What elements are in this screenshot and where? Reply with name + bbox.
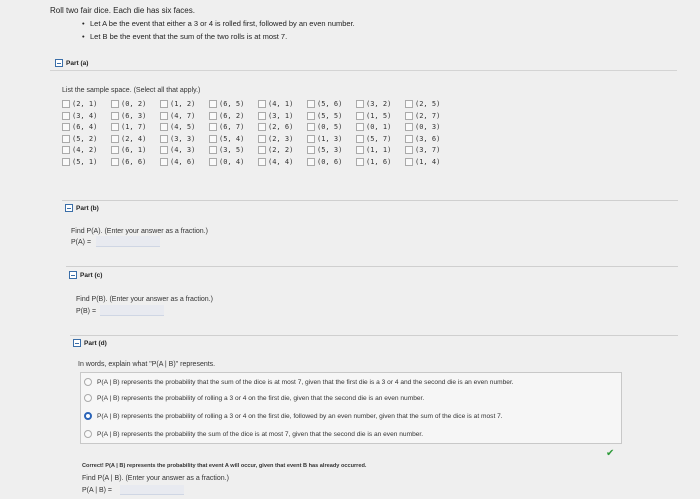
option-1[interactable] bbox=[84, 378, 514, 386]
sample-option-label: (4, 7) bbox=[170, 111, 196, 120]
sample-option-label: (5, 1) bbox=[72, 157, 98, 166]
feedback-text: Correct! P(A | B) represents the probability that event A will occur, given that event B has already occurred. bbox=[82, 463, 367, 469]
checkbox-icon[interactable] bbox=[62, 158, 70, 166]
checkbox-icon[interactable] bbox=[160, 112, 168, 120]
sample-option-label: (2, 5) bbox=[415, 100, 441, 108]
sample-option[interactable] bbox=[307, 122, 356, 132]
sample-option-label: (4, 2) bbox=[72, 146, 98, 154]
sample-option-label: (6, 2) bbox=[219, 111, 245, 120]
sample-option[interactable] bbox=[405, 99, 454, 109]
event-b-definition: • Let B be the event that the sum of the two rolls is at most 7. bbox=[90, 32, 355, 41]
sample-option-label: (5, 6) bbox=[317, 100, 343, 108]
event-definitions bbox=[50, 19, 355, 41]
sample-option-label: (3, 6) bbox=[415, 134, 441, 143]
checkbox-icon[interactable] bbox=[62, 100, 70, 108]
sample-option-label: (4, 4) bbox=[268, 157, 294, 166]
part-d-label: Part (d) bbox=[84, 339, 107, 347]
checkbox-icon[interactable] bbox=[356, 112, 364, 120]
sample-option[interactable] bbox=[62, 157, 111, 167]
checkbox-icon[interactable] bbox=[62, 112, 70, 120]
sample-option-label: (0, 1) bbox=[366, 123, 392, 131]
checkbox-icon[interactable] bbox=[209, 123, 217, 131]
sample-option-label: (2, 4) bbox=[121, 134, 147, 143]
sample-option[interactable] bbox=[62, 145, 111, 155]
sample-option-label: (5, 5) bbox=[317, 111, 343, 120]
part-c-label: Part (c) bbox=[80, 271, 103, 279]
checkbox-icon[interactable] bbox=[160, 146, 168, 154]
sample-option-label: (2, 1) bbox=[72, 100, 98, 108]
sample-option-label: (0, 5) bbox=[317, 123, 343, 131]
sample-option[interactable] bbox=[258, 111, 307, 121]
checkbox-icon[interactable] bbox=[307, 135, 315, 143]
checkbox-icon[interactable] bbox=[258, 135, 266, 143]
checkbox-icon[interactable] bbox=[307, 123, 315, 131]
collapse-icon[interactable] bbox=[65, 204, 73, 212]
part-b-answer-field[interactable] bbox=[96, 236, 160, 247]
sample-option-label: (6, 3) bbox=[121, 111, 147, 120]
sample-option[interactable] bbox=[62, 122, 111, 132]
checkbox-icon[interactable] bbox=[111, 146, 119, 154]
sample-option-label: (6, 1) bbox=[121, 146, 147, 154]
sample-option-label: (3, 5) bbox=[219, 146, 245, 154]
sample-option[interactable] bbox=[209, 134, 258, 144]
part-d-next-instruction: Find P(A | B). (Enter your answer as a fraction.) bbox=[82, 475, 229, 482]
sample-option[interactable] bbox=[356, 99, 405, 109]
checkbox-icon[interactable] bbox=[62, 135, 70, 143]
checkbox-icon[interactable] bbox=[111, 100, 119, 108]
sample-option-label: (4, 5) bbox=[170, 123, 196, 131]
part-b-label: Part (b) bbox=[76, 204, 99, 212]
checkbox-icon[interactable] bbox=[356, 100, 364, 108]
sample-option[interactable] bbox=[258, 122, 307, 132]
sample-option[interactable] bbox=[258, 134, 307, 144]
checkbox-icon[interactable] bbox=[209, 146, 217, 154]
checkbox-icon[interactable] bbox=[209, 158, 217, 166]
sample-option-label: (3, 1) bbox=[268, 111, 294, 120]
part-d-answer-field[interactable] bbox=[120, 485, 184, 495]
sample-space-grid bbox=[62, 99, 454, 167]
checkbox-icon[interactable] bbox=[160, 135, 168, 143]
sample-option[interactable] bbox=[307, 99, 356, 109]
checkbox-icon[interactable] bbox=[307, 100, 315, 108]
sample-option[interactable] bbox=[62, 99, 111, 109]
sample-option-label: (0, 2) bbox=[121, 100, 147, 108]
checkbox-icon[interactable] bbox=[405, 146, 413, 154]
part-a-instruction: List the sample space. (Select all that apply.) bbox=[62, 87, 201, 94]
sample-option[interactable] bbox=[209, 157, 258, 167]
sample-option[interactable] bbox=[307, 134, 356, 144]
sample-option[interactable] bbox=[356, 145, 405, 155]
option-2[interactable] bbox=[84, 394, 424, 402]
checkbox-icon[interactable] bbox=[160, 100, 168, 108]
sample-option[interactable] bbox=[160, 134, 209, 144]
option-4[interactable] bbox=[84, 430, 423, 438]
sample-option-label: (5, 2) bbox=[72, 134, 98, 143]
sample-option[interactable] bbox=[111, 134, 160, 144]
sample-option[interactable] bbox=[405, 145, 454, 155]
sample-option-label: (3, 7) bbox=[415, 146, 441, 154]
radio-selected-icon[interactable] bbox=[84, 412, 92, 420]
checkbox-icon[interactable] bbox=[405, 123, 413, 131]
checkbox-icon[interactable] bbox=[405, 158, 413, 166]
part-c-header[interactable] bbox=[69, 271, 102, 279]
checkbox-icon[interactable] bbox=[258, 146, 266, 154]
checkbox-icon[interactable] bbox=[209, 135, 217, 143]
sample-option-label: (0, 6) bbox=[317, 157, 343, 166]
sample-option[interactable] bbox=[62, 111, 111, 121]
sample-option[interactable] bbox=[209, 145, 258, 155]
problem-intro bbox=[50, 6, 355, 45]
event-a-definition: • Let A be the event that either a 3 or 4 is rolled first, followed by an even number. bbox=[90, 19, 355, 28]
collapse-icon[interactable] bbox=[69, 271, 77, 279]
part-b-instruction: Find P(A). (Enter your answer as a fraction.) bbox=[71, 228, 208, 235]
sample-option[interactable] bbox=[111, 157, 160, 167]
sample-option-label: (2, 3) bbox=[268, 134, 294, 143]
part-b-answer-label: P(A) = bbox=[71, 239, 92, 246]
sample-option-label: (2, 7) bbox=[415, 111, 441, 120]
sample-option[interactable] bbox=[209, 122, 258, 132]
part-a-header[interactable] bbox=[55, 59, 88, 67]
checkbox-icon[interactable] bbox=[111, 112, 119, 120]
radio-icon[interactable] bbox=[84, 430, 92, 438]
checkbox-icon[interactable] bbox=[160, 158, 168, 166]
checkbox-icon[interactable] bbox=[307, 146, 315, 154]
sample-option[interactable] bbox=[111, 111, 160, 121]
checkbox-icon[interactable] bbox=[62, 146, 70, 154]
sample-option-label: (6, 6) bbox=[121, 157, 147, 166]
sample-option[interactable] bbox=[405, 122, 454, 132]
sample-option-label: (4, 1) bbox=[268, 100, 294, 108]
checkbox-icon[interactable] bbox=[405, 100, 413, 108]
part-d-header[interactable] bbox=[73, 339, 107, 347]
checkbox-icon[interactable] bbox=[258, 100, 266, 108]
checkbox-icon[interactable] bbox=[307, 158, 315, 166]
sample-option[interactable] bbox=[160, 99, 209, 109]
part-d-next-answer-label: P(A | B) = bbox=[82, 487, 113, 494]
sample-option[interactable] bbox=[405, 157, 454, 167]
collapse-icon[interactable] bbox=[55, 59, 63, 67]
checkbox-icon[interactable] bbox=[356, 135, 364, 143]
collapse-icon[interactable] bbox=[73, 339, 81, 347]
part-c-answer-field[interactable] bbox=[100, 305, 164, 316]
sample-option-label: (1, 7) bbox=[121, 123, 147, 131]
option-3-text: P(A | B) represents the probability of rolling a 3 or 4 on the first die, followed by an even number, given that the sum of the dice is at most 7. bbox=[97, 412, 503, 420]
sample-option-label: (6, 4) bbox=[72, 123, 98, 131]
sample-option-label: (4, 6) bbox=[170, 157, 196, 166]
sample-option-label: (1, 6) bbox=[366, 157, 392, 166]
checkbox-icon[interactable] bbox=[258, 112, 266, 120]
sample-option-label: (6, 5) bbox=[219, 100, 245, 108]
checkbox-icon[interactable] bbox=[209, 100, 217, 108]
checkbox-icon[interactable] bbox=[356, 158, 364, 166]
sample-option-label: (2, 2) bbox=[268, 146, 294, 154]
sample-option-label: (5, 3) bbox=[317, 146, 343, 154]
sample-option[interactable] bbox=[160, 145, 209, 155]
checkbox-icon[interactable] bbox=[111, 158, 119, 166]
checkbox-icon[interactable] bbox=[356, 146, 364, 154]
sample-option-label: (0, 4) bbox=[219, 157, 245, 166]
sample-option-label: (1, 4) bbox=[415, 157, 441, 166]
sample-option-label: (6, 7) bbox=[219, 123, 245, 131]
sample-option[interactable] bbox=[62, 134, 111, 144]
sample-option[interactable] bbox=[111, 99, 160, 109]
sample-option[interactable] bbox=[160, 122, 209, 132]
part-d-instruction: In words, explain what "P(A | B)" represents. bbox=[78, 361, 216, 368]
sample-option[interactable] bbox=[356, 122, 405, 132]
sample-option[interactable] bbox=[405, 134, 454, 144]
checkbox-icon[interactable] bbox=[62, 123, 70, 131]
sample-option[interactable] bbox=[111, 145, 160, 155]
checkbox-icon[interactable] bbox=[405, 112, 413, 120]
sample-option[interactable] bbox=[258, 99, 307, 109]
sample-option-label: (1, 3) bbox=[317, 134, 343, 143]
option-3[interactable] bbox=[84, 412, 503, 420]
part-c-instruction: Find P(B). (Enter your answer as a fraction.) bbox=[76, 296, 213, 303]
sample-option-label: (3, 3) bbox=[170, 134, 196, 143]
sample-option-label: (4, 3) bbox=[170, 146, 196, 154]
part-c-answer-label: P(B) = bbox=[76, 308, 97, 315]
sample-option[interactable] bbox=[307, 145, 356, 155]
check-icon: ✔ bbox=[606, 448, 615, 459]
sample-option[interactable] bbox=[307, 111, 356, 121]
checkbox-icon[interactable] bbox=[356, 123, 364, 131]
checkbox-icon[interactable] bbox=[307, 112, 315, 120]
checkbox-icon[interactable] bbox=[209, 112, 217, 120]
radio-icon[interactable] bbox=[84, 378, 92, 386]
option-1-text: P(A | B) represents the probability that the sum of the dice is at most 7, given that the first die is a 3 or 4 and the second die is an even number. bbox=[97, 378, 514, 386]
sample-option-label: (5, 7) bbox=[366, 134, 392, 143]
checkbox-icon[interactable] bbox=[160, 123, 168, 131]
sample-option[interactable] bbox=[209, 99, 258, 109]
sample-option[interactable] bbox=[209, 111, 258, 121]
option-4-text: P(A | B) represents the probability the sum of the dice is at most 7, given that the second die is an even number. bbox=[97, 430, 424, 438]
sample-option-label: (1, 1) bbox=[366, 146, 392, 154]
sample-option[interactable] bbox=[160, 111, 209, 121]
sample-option[interactable] bbox=[111, 122, 160, 132]
sample-option[interactable] bbox=[356, 157, 405, 167]
radio-icon[interactable] bbox=[84, 394, 92, 402]
sample-option-label: (0, 3) bbox=[415, 123, 441, 131]
sample-option-label: (5, 4) bbox=[219, 134, 245, 143]
part-a-label: Part (a) bbox=[66, 59, 89, 67]
sample-option[interactable] bbox=[307, 157, 356, 167]
checkbox-icon[interactable] bbox=[405, 135, 413, 143]
sample-option[interactable] bbox=[356, 134, 405, 144]
sample-option[interactable] bbox=[258, 145, 307, 155]
sample-option-label: (1, 2) bbox=[170, 100, 196, 108]
sample-option-label: (3, 4) bbox=[72, 111, 98, 120]
problem-title: Roll two fair dice. Each die has six faces. bbox=[50, 6, 195, 15]
checkbox-icon[interactable] bbox=[111, 135, 119, 143]
sample-option[interactable] bbox=[258, 157, 307, 167]
sample-option[interactable] bbox=[356, 111, 405, 121]
checkbox-icon[interactable] bbox=[258, 123, 266, 131]
sample-option[interactable] bbox=[405, 111, 454, 121]
checkbox-icon[interactable] bbox=[258, 158, 266, 166]
checkbox-icon[interactable] bbox=[111, 123, 119, 131]
sample-option-label: (1, 5) bbox=[366, 111, 392, 120]
part-b-header[interactable] bbox=[65, 204, 99, 212]
sample-option[interactable] bbox=[160, 157, 209, 167]
option-2-text: P(A | B) represents the probability of rolling a 3 or 4 on the first die, given that the second die is an even number. bbox=[97, 394, 425, 402]
sample-option-label: (3, 2) bbox=[366, 100, 392, 108]
sample-option-label: (2, 6) bbox=[268, 123, 294, 131]
